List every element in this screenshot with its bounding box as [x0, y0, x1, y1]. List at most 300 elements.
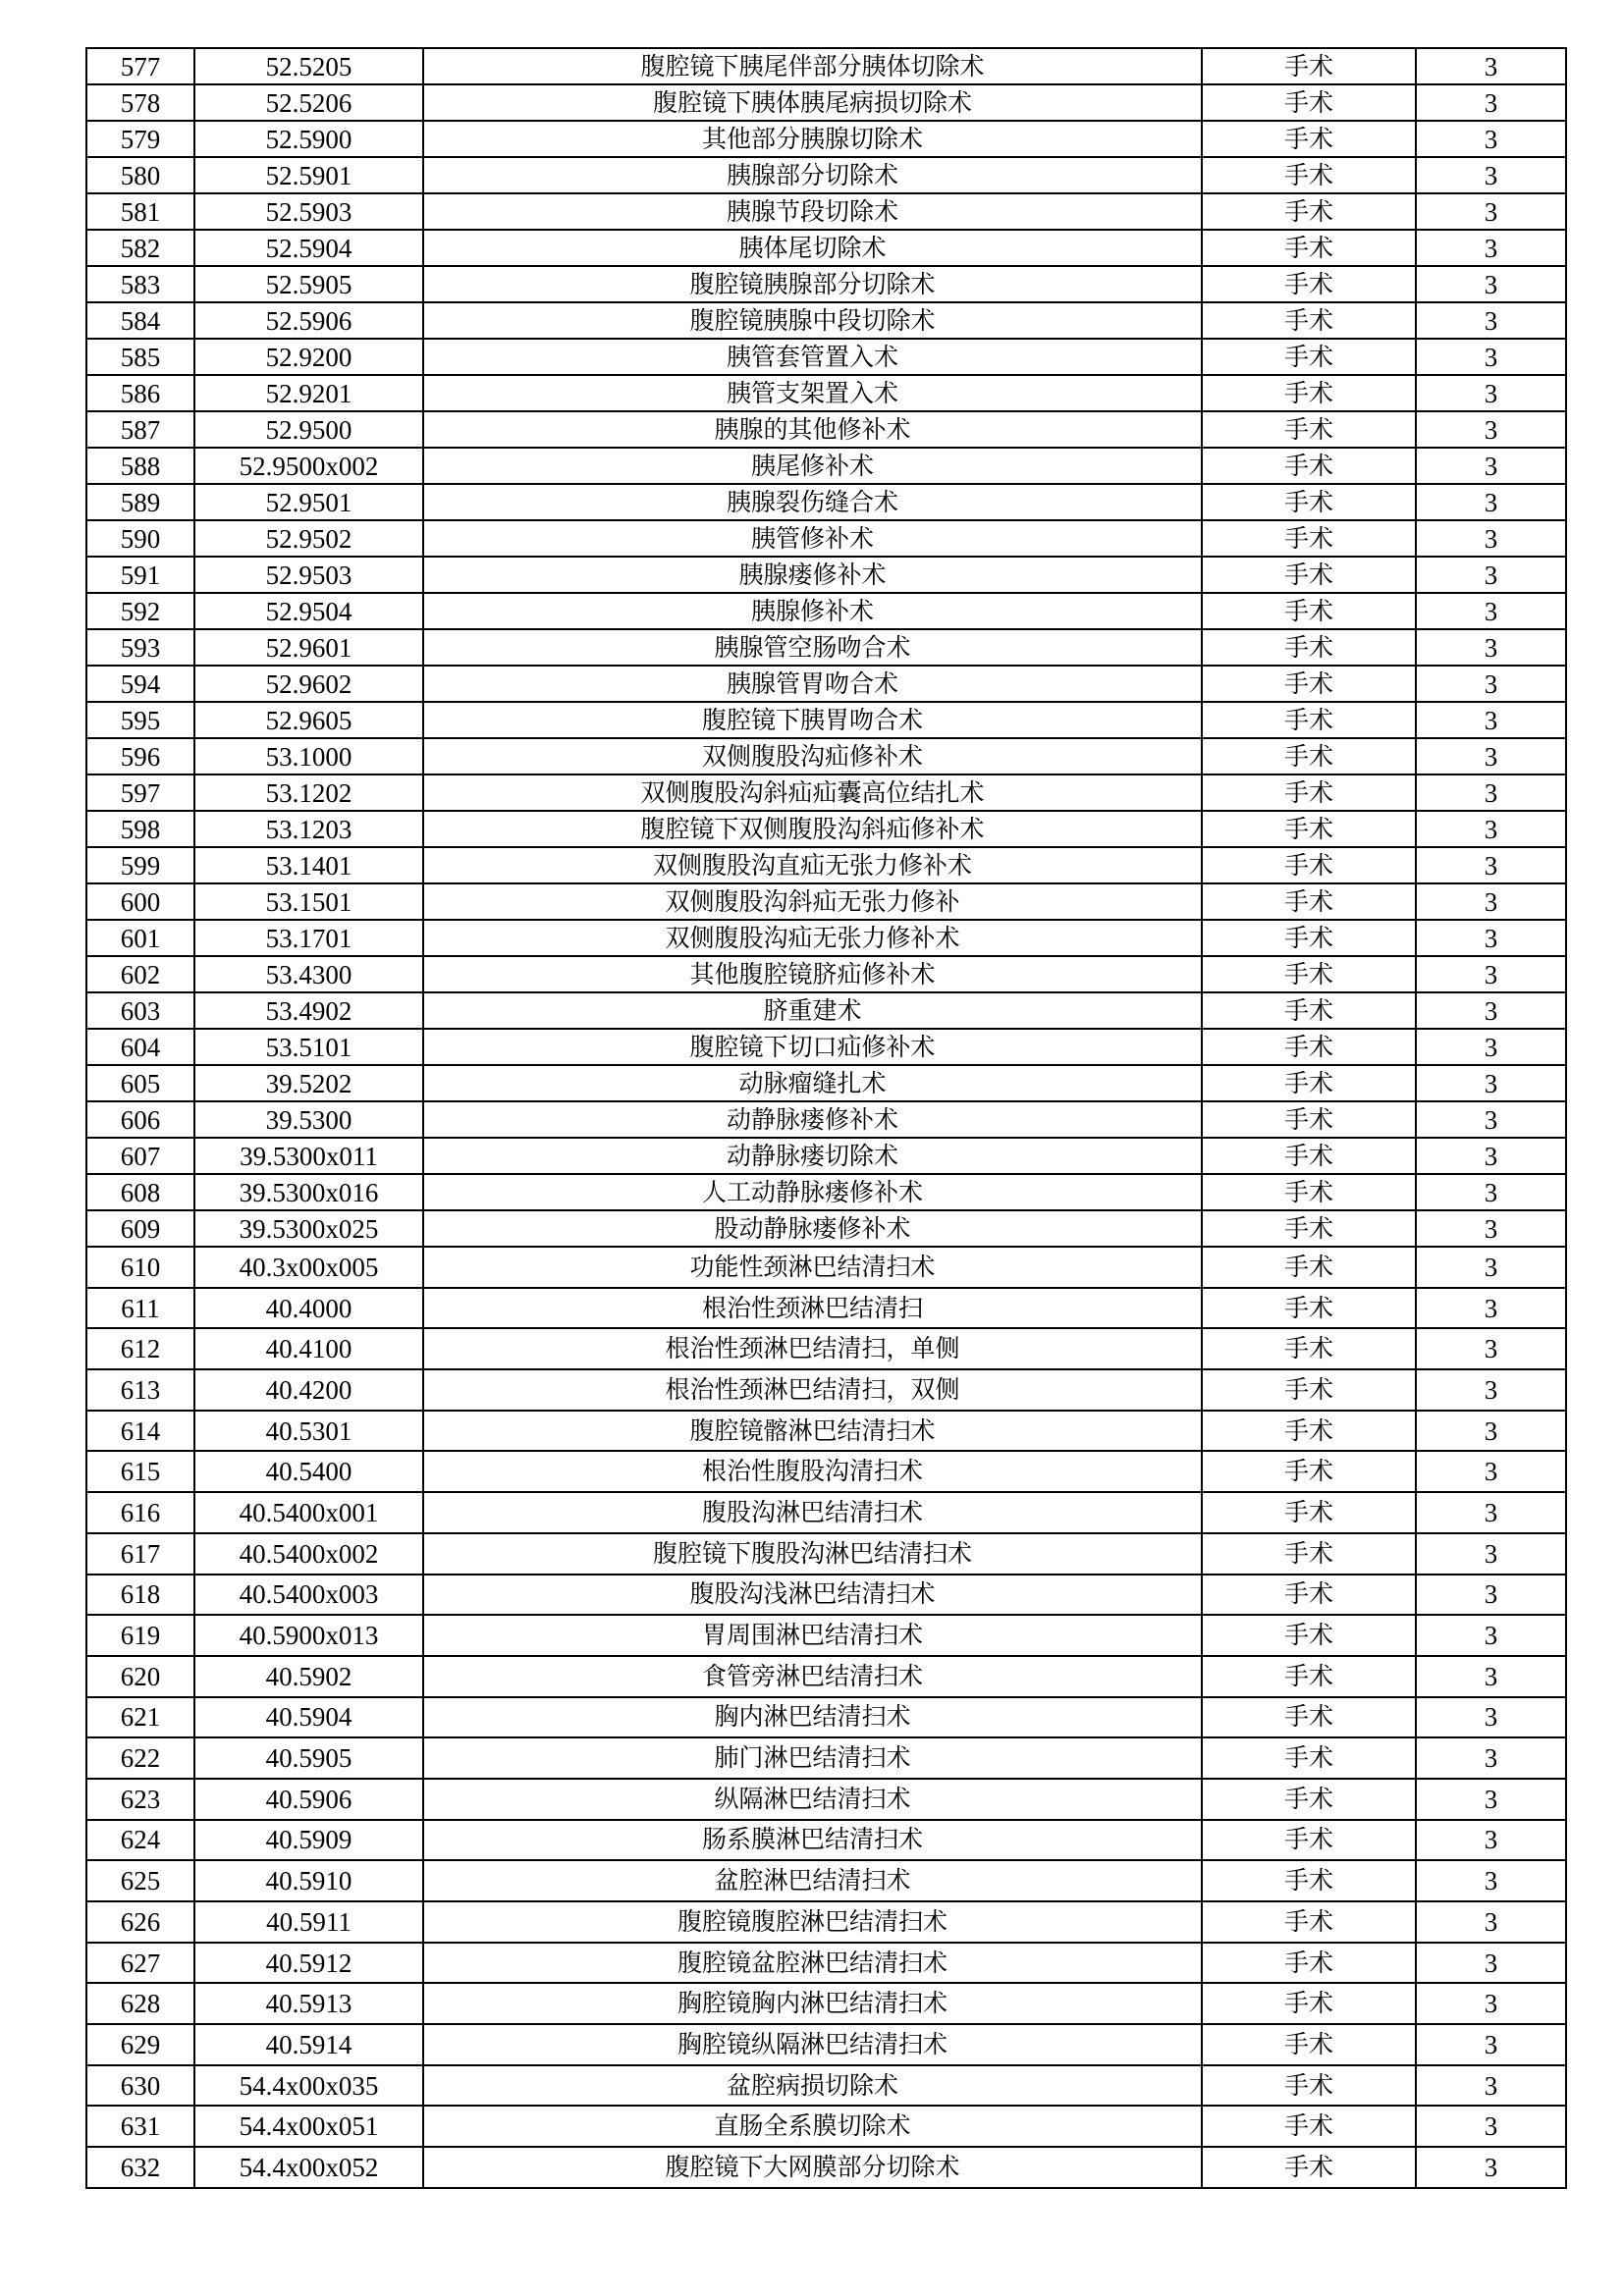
table-row: [86, 593, 1566, 629]
table-row: [86, 121, 1566, 157]
category-cell: 手术: [1202, 1533, 1416, 1575]
row-number-cell: 631: [86, 2106, 194, 2147]
table-row: [86, 302, 1566, 339]
grade-cell: 3: [1416, 375, 1566, 411]
category-cell: 手术: [1202, 1065, 1416, 1101]
table-row: [86, 629, 1566, 666]
table-row: [86, 230, 1566, 266]
table-row: [86, 666, 1566, 702]
procedure-name-cell: 腹腔镜盆腔淋巴结清扫术: [423, 1943, 1202, 1984]
table-row: [86, 1411, 1566, 1452]
procedure-name-cell: 双侧腹股沟斜疝无张力修补: [423, 883, 1202, 920]
category-cell: 手术: [1202, 1138, 1416, 1174]
row-number-cell: 614: [86, 1411, 194, 1452]
category-cell: 手术: [1202, 629, 1416, 666]
procedure-code-cell: 40.5400: [194, 1451, 423, 1492]
procedure-name-cell: 胰管支架置入术: [423, 375, 1202, 411]
category-cell: 手术: [1202, 484, 1416, 520]
row-number-cell: 603: [86, 992, 194, 1029]
category-cell: 手术: [1202, 1901, 1416, 1943]
table-row: [86, 2106, 1566, 2147]
grade-cell: 3: [1416, 774, 1566, 811]
grade-cell: 3: [1416, 448, 1566, 484]
grade-cell: 3: [1416, 557, 1566, 593]
procedure-code-cell: 52.5903: [194, 193, 423, 230]
row-number-cell: 584: [86, 302, 194, 339]
procedure-code-cell: 52.5904: [194, 230, 423, 266]
category-cell: 手术: [1202, 1656, 1416, 1697]
table-row: [86, 738, 1566, 774]
category-cell: 手术: [1202, 1983, 1416, 2024]
procedure-name-cell: 胰腺节段切除术: [423, 193, 1202, 230]
category-cell: 手术: [1202, 1451, 1416, 1492]
row-number-cell: 619: [86, 1615, 194, 1656]
grade-cell: 3: [1416, 84, 1566, 121]
row-number-cell: 617: [86, 1533, 194, 1575]
category-cell: 手术: [1202, 1820, 1416, 1861]
row-number-cell: 587: [86, 411, 194, 448]
grade-cell: 3: [1416, 1697, 1566, 1738]
procedure-name-cell: 胸内淋巴结清扫术: [423, 1697, 1202, 1738]
procedure-name-cell: 胰管套管置入术: [423, 339, 1202, 375]
category-cell: 手术: [1202, 1247, 1416, 1288]
procedure-code-cell: 52.9601: [194, 629, 423, 666]
procedure-name-cell: 根治性颈淋巴结清扫，双侧: [423, 1369, 1202, 1411]
row-number-cell: 593: [86, 629, 194, 666]
procedure-code-cell: 52.9500x002: [194, 448, 423, 484]
row-number-cell: 625: [86, 1860, 194, 1901]
row-number-cell: 620: [86, 1656, 194, 1697]
procedure-name-cell: 腹腔镜下大网膜部分切除术: [423, 2147, 1202, 2188]
grade-cell: 3: [1416, 484, 1566, 520]
table-row: [86, 339, 1566, 375]
row-number-cell: 607: [86, 1138, 194, 1174]
category-cell: 手术: [1202, 1210, 1416, 1247]
category-cell: 手术: [1202, 1174, 1416, 1210]
category-cell: 手术: [1202, 157, 1416, 193]
row-number-cell: 610: [86, 1247, 194, 1288]
procedure-name-cell: 根治性颈淋巴结清扫，单侧: [423, 1328, 1202, 1369]
table-row: [86, 1697, 1566, 1738]
grade-cell: 3: [1416, 738, 1566, 774]
row-number-cell: 616: [86, 1492, 194, 1533]
table-row: [86, 157, 1566, 193]
grade-cell: 3: [1416, 593, 1566, 629]
table-row: [86, 1138, 1566, 1174]
procedure-name-cell: 胰体尾切除术: [423, 230, 1202, 266]
table-row: [86, 1779, 1566, 1820]
category-cell: 手术: [1202, 1411, 1416, 1452]
category-cell: 手术: [1202, 1943, 1416, 1984]
row-number-cell: 618: [86, 1575, 194, 1616]
grade-cell: 3: [1416, 1901, 1566, 1943]
grade-cell: 3: [1416, 629, 1566, 666]
row-number-cell: 601: [86, 920, 194, 956]
category-cell: 手术: [1202, 1860, 1416, 1901]
row-number-cell: 586: [86, 375, 194, 411]
table-row: [86, 1533, 1566, 1575]
table-row: [86, 1943, 1566, 1984]
grade-cell: 3: [1416, 339, 1566, 375]
category-cell: 手术: [1202, 1101, 1416, 1138]
category-cell: 手术: [1202, 2065, 1416, 2107]
row-number-cell: 628: [86, 1983, 194, 2024]
procedure-name-cell: 胃周围淋巴结清扫术: [423, 1615, 1202, 1656]
procedure-name-cell: 腹腔镜下胰尾伴部分胰体切除术: [423, 48, 1202, 84]
row-number-cell: 597: [86, 774, 194, 811]
grade-cell: 3: [1416, 266, 1566, 302]
category-cell: 手术: [1202, 1697, 1416, 1738]
procedure-code-cell: 52.9501: [194, 484, 423, 520]
procedure-code-cell: 54.4x00x052: [194, 2147, 423, 2188]
table-row: [86, 1575, 1566, 1616]
category-cell: 手术: [1202, 2106, 1416, 2147]
procedure-name-cell: 脐重建术: [423, 992, 1202, 1029]
procedure-code-cell: 40.5910: [194, 1860, 423, 1901]
procedure-code-cell: 40.5400x001: [194, 1492, 423, 1533]
procedure-code-cell: 53.1203: [194, 811, 423, 847]
row-number-cell: 605: [86, 1065, 194, 1101]
category-cell: 手术: [1202, 920, 1416, 956]
category-cell: 手术: [1202, 121, 1416, 157]
row-number-cell: 622: [86, 1737, 194, 1779]
table-row: [86, 1174, 1566, 1210]
grade-cell: 3: [1416, 1288, 1566, 1329]
procedure-code-cell: 52.9500: [194, 411, 423, 448]
row-number-cell: 626: [86, 1901, 194, 1943]
procedure-code-cell: 40.5905: [194, 1737, 423, 1779]
row-number-cell: 632: [86, 2147, 194, 2188]
grade-cell: 3: [1416, 1533, 1566, 1575]
table-row: [86, 1328, 1566, 1369]
grade-cell: 3: [1416, 666, 1566, 702]
category-cell: 手术: [1202, 448, 1416, 484]
grade-cell: 3: [1416, 992, 1566, 1029]
category-cell: 手术: [1202, 883, 1416, 920]
category-cell: 手术: [1202, 411, 1416, 448]
category-cell: 手术: [1202, 557, 1416, 593]
category-cell: 手术: [1202, 48, 1416, 84]
procedure-code-cell: 52.5205: [194, 48, 423, 84]
table-row: [86, 193, 1566, 230]
procedure-code-cell: 52.9605: [194, 702, 423, 738]
procedure-name-cell: 食管旁淋巴结清扫术: [423, 1656, 1202, 1697]
row-number-cell: 580: [86, 157, 194, 193]
row-number-cell: 596: [86, 738, 194, 774]
table-row: [86, 557, 1566, 593]
procedure-table-body: [86, 48, 1566, 2188]
procedure-code-cell: 40.5912: [194, 1943, 423, 1984]
procedure-code-cell: 40.5400x003: [194, 1575, 423, 1616]
grade-cell: 3: [1416, 520, 1566, 557]
row-number-cell: 592: [86, 593, 194, 629]
row-number-cell: 590: [86, 520, 194, 557]
grade-cell: 3: [1416, 2065, 1566, 2107]
grade-cell: 3: [1416, 1328, 1566, 1369]
row-number-cell: 624: [86, 1820, 194, 1861]
procedure-name-cell: 胸腔镜胸内淋巴结清扫术: [423, 1983, 1202, 2024]
grade-cell: 3: [1416, 157, 1566, 193]
category-cell: 手术: [1202, 339, 1416, 375]
table-row: [86, 411, 1566, 448]
category-cell: 手术: [1202, 738, 1416, 774]
procedure-code-cell: 53.1202: [194, 774, 423, 811]
grade-cell: 3: [1416, 302, 1566, 339]
procedure-code-cell: 40.5400x002: [194, 1533, 423, 1575]
procedure-name-cell: 胰腺修补术: [423, 593, 1202, 629]
procedure-name-cell: 其他腹腔镜脐疝修补术: [423, 956, 1202, 992]
category-cell: 手术: [1202, 266, 1416, 302]
category-cell: 手术: [1202, 1029, 1416, 1065]
row-number-cell: 630: [86, 2065, 194, 2107]
procedure-name-cell: 肺门淋巴结清扫术: [423, 1737, 1202, 1779]
procedure-name-cell: 盆腔淋巴结清扫术: [423, 1860, 1202, 1901]
row-number-cell: 627: [86, 1943, 194, 1984]
row-number-cell: 577: [86, 48, 194, 84]
grade-cell: 3: [1416, 847, 1566, 883]
procedure-code-cell: 40.5301: [194, 1411, 423, 1452]
procedure-code-cell: 40.5902: [194, 1656, 423, 1697]
category-cell: 手术: [1202, 375, 1416, 411]
category-cell: 手术: [1202, 1492, 1416, 1533]
procedure-code-cell: 40.5900x013: [194, 1615, 423, 1656]
procedure-name-cell: 盆腔病损切除术: [423, 2065, 1202, 2107]
procedure-name-cell: 腹股沟淋巴结清扫术: [423, 1492, 1202, 1533]
procedure-name-cell: 胸腔镜纵隔淋巴结清扫术: [423, 2024, 1202, 2065]
grade-cell: 3: [1416, 1174, 1566, 1210]
grade-cell: 3: [1416, 956, 1566, 992]
row-number-cell: 623: [86, 1779, 194, 1820]
procedure-code-cell: 40.4200: [194, 1369, 423, 1411]
row-number-cell: 598: [86, 811, 194, 847]
grade-cell: 3: [1416, 702, 1566, 738]
procedure-name-cell: 双侧腹股沟直疝无张力修补术: [423, 847, 1202, 883]
grade-cell: 3: [1416, 1411, 1566, 1452]
procedure-code-cell: 52.9602: [194, 666, 423, 702]
row-number-cell: 579: [86, 121, 194, 157]
procedure-name-cell: 胰尾修补术: [423, 448, 1202, 484]
table-row: [86, 1247, 1566, 1288]
procedure-name-cell: 根治性腹股沟清扫术: [423, 1451, 1202, 1492]
procedure-name-cell: 胰腺的其他修补术: [423, 411, 1202, 448]
procedure-code-cell: 52.9502: [194, 520, 423, 557]
row-number-cell: 621: [86, 1697, 194, 1738]
row-number-cell: 609: [86, 1210, 194, 1247]
grade-cell: 3: [1416, 1820, 1566, 1861]
procedure-name-cell: 动静脉瘘切除术: [423, 1138, 1202, 1174]
procedure-name-cell: 其他部分胰腺切除术: [423, 121, 1202, 157]
row-number-cell: 600: [86, 883, 194, 920]
grade-cell: 3: [1416, 121, 1566, 157]
category-cell: 手术: [1202, 702, 1416, 738]
row-number-cell: 589: [86, 484, 194, 520]
table-row: [86, 1101, 1566, 1138]
procedure-code-cell: 52.5900: [194, 121, 423, 157]
category-cell: 手术: [1202, 302, 1416, 339]
table-row: [86, 1288, 1566, 1329]
row-number-cell: 578: [86, 84, 194, 121]
table-row: [86, 1210, 1566, 1247]
procedure-code-cell: 40.5913: [194, 1983, 423, 2024]
procedure-code-cell: 40.4100: [194, 1328, 423, 1369]
category-cell: 手术: [1202, 2024, 1416, 2065]
grade-cell: 3: [1416, 883, 1566, 920]
table-row: [86, 920, 1566, 956]
grade-cell: 3: [1416, 1656, 1566, 1697]
procedure-code-cell: 54.4x00x035: [194, 2065, 423, 2107]
procedure-name-cell: 胰腺瘘修补术: [423, 557, 1202, 593]
procedure-code-cell: 39.5202: [194, 1065, 423, 1101]
grade-cell: 3: [1416, 1860, 1566, 1901]
category-cell: 手术: [1202, 1737, 1416, 1779]
procedure-code-cell: 40.5911: [194, 1901, 423, 1943]
procedure-name-cell: 双侧腹股沟疝修补术: [423, 738, 1202, 774]
table-row: [86, 2065, 1566, 2107]
procedure-name-cell: 腹腔镜腹腔淋巴结清扫术: [423, 1901, 1202, 1943]
category-cell: 手术: [1202, 193, 1416, 230]
procedure-code-cell: 53.1000: [194, 738, 423, 774]
table-row: [86, 1369, 1566, 1411]
row-number-cell: 613: [86, 1369, 194, 1411]
table-row: [86, 2024, 1566, 2065]
table-row: [86, 2147, 1566, 2188]
grade-cell: 3: [1416, 1369, 1566, 1411]
table-row: [86, 1983, 1566, 2024]
procedure-name-cell: 腹腔镜下胰胃吻合术: [423, 702, 1202, 738]
table-row: [86, 992, 1566, 1029]
category-cell: 手术: [1202, 1288, 1416, 1329]
grade-cell: 3: [1416, 2106, 1566, 2147]
row-number-cell: 629: [86, 2024, 194, 2065]
row-number-cell: 595: [86, 702, 194, 738]
table-row: [86, 1029, 1566, 1065]
row-number-cell: 602: [86, 956, 194, 992]
procedure-name-cell: 腹腔镜下切口疝修补术: [423, 1029, 1202, 1065]
procedure-name-cell: 腹腔镜下腹股沟淋巴结清扫术: [423, 1533, 1202, 1575]
row-number-cell: 608: [86, 1174, 194, 1210]
table-row: [86, 1451, 1566, 1492]
procedure-code-cell: 53.1401: [194, 847, 423, 883]
procedure-name-cell: 动静脉瘘修补术: [423, 1101, 1202, 1138]
grade-cell: 3: [1416, 1247, 1566, 1288]
procedure-code-cell: 40.3x00x005: [194, 1247, 423, 1288]
procedure-code-cell: 52.9504: [194, 593, 423, 629]
procedure-name-cell: 腹腔镜下双侧腹股沟斜疝修补术: [423, 811, 1202, 847]
procedure-code-cell: 53.4300: [194, 956, 423, 992]
row-number-cell: 581: [86, 193, 194, 230]
grade-cell: 3: [1416, 1983, 1566, 2024]
procedure-code-cell: 40.4000: [194, 1288, 423, 1329]
grade-cell: 3: [1416, 1138, 1566, 1174]
category-cell: 手术: [1202, 956, 1416, 992]
procedure-code-cell: 40.5906: [194, 1779, 423, 1820]
row-number-cell: 585: [86, 339, 194, 375]
grade-cell: 3: [1416, 920, 1566, 956]
procedure-name-cell: 腹腔镜下胰体胰尾病损切除术: [423, 84, 1202, 121]
procedure-code-cell: 54.4x00x051: [194, 2106, 423, 2147]
category-cell: 手术: [1202, 811, 1416, 847]
category-cell: 手术: [1202, 666, 1416, 702]
grade-cell: 3: [1416, 1065, 1566, 1101]
procedure-code-cell: 39.5300x011: [194, 1138, 423, 1174]
grade-cell: 3: [1416, 230, 1566, 266]
procedure-name-cell: 腹腔镜髂淋巴结清扫术: [423, 1411, 1202, 1452]
procedure-code-cell: 40.5904: [194, 1697, 423, 1738]
category-cell: 手术: [1202, 593, 1416, 629]
row-number-cell: 606: [86, 1101, 194, 1138]
procedure-name-cell: 腹股沟浅淋巴结清扫术: [423, 1575, 1202, 1616]
procedure-name-cell: 动脉瘤缝扎术: [423, 1065, 1202, 1101]
table-row: [86, 702, 1566, 738]
procedure-code-cell: 52.5905: [194, 266, 423, 302]
grade-cell: 3: [1416, 2024, 1566, 2065]
procedure-table: [85, 47, 1567, 2189]
row-number-cell: 599: [86, 847, 194, 883]
grade-cell: 3: [1416, 1029, 1566, 1065]
procedure-code-cell: 52.5901: [194, 157, 423, 193]
row-number-cell: 591: [86, 557, 194, 593]
table-row: [86, 811, 1566, 847]
category-cell: 手术: [1202, 2147, 1416, 2188]
table-row: [86, 883, 1566, 920]
procedure-name-cell: 双侧腹股沟斜疝疝囊高位结扎术: [423, 774, 1202, 811]
row-number-cell: 588: [86, 448, 194, 484]
procedure-name-cell: 胰腺部分切除术: [423, 157, 1202, 193]
grade-cell: 3: [1416, 1737, 1566, 1779]
category-cell: 手术: [1202, 847, 1416, 883]
procedure-code-cell: 39.5300x016: [194, 1174, 423, 1210]
grade-cell: 3: [1416, 1615, 1566, 1656]
procedure-code-cell: 39.5300x025: [194, 1210, 423, 1247]
row-number-cell: 583: [86, 266, 194, 302]
table-row: [86, 520, 1566, 557]
procedure-name-cell: 胰管修补术: [423, 520, 1202, 557]
table-row: [86, 484, 1566, 520]
table-row: [86, 266, 1566, 302]
procedure-code-cell: 40.5909: [194, 1820, 423, 1861]
row-number-cell: 612: [86, 1328, 194, 1369]
grade-cell: 3: [1416, 1492, 1566, 1533]
procedure-code-cell: 53.1701: [194, 920, 423, 956]
table-row: [86, 774, 1566, 811]
grade-cell: 3: [1416, 1943, 1566, 1984]
procedure-code-cell: 53.4902: [194, 992, 423, 1029]
procedure-name-cell: 纵隔淋巴结清扫术: [423, 1779, 1202, 1820]
row-number-cell: 615: [86, 1451, 194, 1492]
procedure-name-cell: 人工动静脉瘘修补术: [423, 1174, 1202, 1210]
table-row: [86, 1492, 1566, 1533]
grade-cell: 3: [1416, 1575, 1566, 1616]
grade-cell: 3: [1416, 1779, 1566, 1820]
procedure-name-cell: 直肠全系膜切除术: [423, 2106, 1202, 2147]
grade-cell: 3: [1416, 1451, 1566, 1492]
procedure-code-cell: 52.5206: [194, 84, 423, 121]
procedure-code-cell: 52.9201: [194, 375, 423, 411]
grade-cell: 3: [1416, 2147, 1566, 2188]
row-number-cell: 582: [86, 230, 194, 266]
category-cell: 手术: [1202, 1615, 1416, 1656]
category-cell: 手术: [1202, 520, 1416, 557]
grade-cell: 3: [1416, 1101, 1566, 1138]
table-row: [86, 1615, 1566, 1656]
table-row: [86, 448, 1566, 484]
procedure-code-cell: 52.9200: [194, 339, 423, 375]
category-cell: 手术: [1202, 992, 1416, 1029]
grade-cell: 3: [1416, 411, 1566, 448]
procedure-code-cell: 40.5914: [194, 2024, 423, 2065]
procedure-name-cell: 胰腺管空肠吻合术: [423, 629, 1202, 666]
category-cell: 手术: [1202, 774, 1416, 811]
